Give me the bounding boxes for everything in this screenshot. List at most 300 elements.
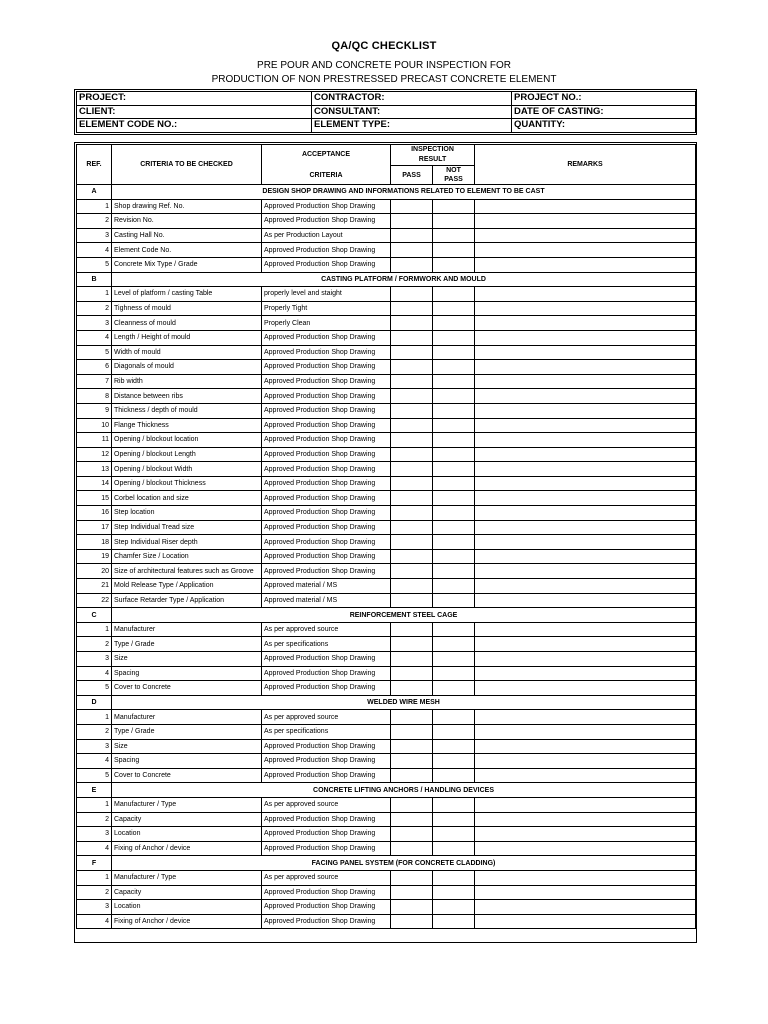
criteria-label: CRITERIA (309, 171, 343, 179)
acceptance-cell: Approved Production Shop Drawing (262, 841, 391, 856)
criteria-cell: Opening / blockout Thickness (112, 476, 262, 491)
not-pass-cell[interactable] (433, 257, 475, 272)
pass-cell[interactable] (391, 768, 433, 783)
pass-cell[interactable] (391, 447, 433, 462)
pass-cell[interactable] (391, 287, 433, 302)
remarks-cell[interactable] (475, 841, 696, 856)
not-pass-cell[interactable] (433, 228, 475, 243)
table-row (77, 330, 696, 345)
acceptance-cell: Approved Production Shop Drawing (262, 914, 391, 929)
not-pass-cell[interactable] (433, 535, 475, 550)
not-pass-cell[interactable] (433, 841, 475, 856)
remarks-cell[interactable] (475, 301, 696, 316)
acceptance-cell: Approved Production Shop Drawing (262, 812, 391, 827)
not-pass-cell[interactable] (433, 754, 475, 769)
pass-cell[interactable] (391, 316, 433, 331)
acceptance-cell: Approved Production Shop Drawing (262, 243, 391, 258)
section-letter: E (77, 783, 112, 798)
pass-cell[interactable] (391, 214, 433, 229)
remarks-cell[interactable] (475, 403, 696, 418)
pass-cell[interactable] (391, 827, 433, 842)
item-number: 5 (77, 681, 112, 696)
criteria-cell: Manufacturer (112, 710, 262, 725)
item-number: 1 (77, 287, 112, 302)
not-pass-cell[interactable] (433, 462, 475, 477)
acceptance-cell: Approved Production Shop Drawing (262, 666, 391, 681)
col-not-pass-header (433, 166, 475, 185)
element-type-field: ELEMENT TYPE: (312, 119, 512, 133)
table-row (77, 360, 696, 375)
acceptance-cell: Approved Production Shop Drawing (262, 491, 391, 506)
remarks-cell[interactable] (475, 491, 696, 506)
pass-cell[interactable] (391, 462, 433, 477)
remarks-cell[interactable] (475, 564, 696, 579)
result-label: RESULT (418, 156, 447, 163)
not-pass-cell[interactable] (433, 681, 475, 696)
pass-cell[interactable] (391, 637, 433, 652)
table-row (77, 520, 696, 535)
item-number: 18 (77, 535, 112, 550)
pass-cell[interactable] (391, 243, 433, 258)
criteria-cell: Manufacturer (112, 622, 262, 637)
criteria-cell: Corbel location and size (112, 491, 262, 506)
remarks-cell[interactable] (475, 214, 696, 229)
pass-cell[interactable] (391, 330, 433, 345)
pass-cell[interactable] (391, 564, 433, 579)
item-number: 2 (77, 301, 112, 316)
table-row (77, 506, 696, 521)
col-acceptance-header (262, 145, 391, 185)
remarks-cell[interactable] (475, 506, 696, 521)
table-row (77, 768, 696, 783)
remarks-cell[interactable] (475, 535, 696, 550)
remarks-cell[interactable] (475, 345, 696, 360)
table-row (77, 739, 696, 754)
criteria-cell: Opening / blockout Width (112, 462, 262, 477)
table-row (77, 754, 696, 769)
criteria-cell: Size (112, 652, 262, 667)
item-number: 16 (77, 506, 112, 521)
col-inspection-header (391, 145, 475, 166)
pass-cell[interactable] (391, 593, 433, 608)
pass-cell[interactable] (391, 754, 433, 769)
section-letter: B (77, 272, 112, 287)
pass-cell[interactable] (391, 885, 433, 900)
remarks-cell[interactable] (475, 199, 696, 214)
pass-cell[interactable] (391, 914, 433, 929)
not-pass-cell[interactable] (433, 316, 475, 331)
not-pass-cell[interactable] (433, 885, 475, 900)
acceptance-cell: Approved Production Shop Drawing (262, 257, 391, 272)
item-number: 2 (77, 214, 112, 229)
remarks-cell[interactable] (475, 710, 696, 725)
item-number: 10 (77, 418, 112, 433)
table-row (77, 257, 696, 272)
criteria-cell: Capacity (112, 885, 262, 900)
not-pass-cell[interactable] (433, 549, 475, 564)
not-pass-cell[interactable] (433, 301, 475, 316)
table-row (77, 389, 696, 404)
not-pass-cell[interactable] (433, 739, 475, 754)
acceptance-cell: Approved Production Shop Drawing (262, 739, 391, 754)
not-pass-cell[interactable] (433, 710, 475, 725)
pass-cell[interactable] (391, 812, 433, 827)
remarks-cell[interactable] (475, 593, 696, 608)
item-number: 20 (77, 564, 112, 579)
acceptance-cell: Approved Production Shop Drawing (262, 433, 391, 448)
pass-cell[interactable] (391, 841, 433, 856)
remarks-cell[interactable] (475, 360, 696, 375)
acceptance-cell: Approved Production Shop Drawing (262, 900, 391, 915)
item-number: 4 (77, 330, 112, 345)
pass-label: PASS (444, 176, 463, 183)
criteria-cell: Surface Retarder Type / Application (112, 593, 262, 608)
not-pass-cell[interactable] (433, 476, 475, 491)
not-pass-cell[interactable] (433, 870, 475, 885)
remarks-cell[interactable] (475, 681, 696, 696)
acceptance-cell: As per approved source (262, 870, 391, 885)
pass-cell[interactable] (391, 228, 433, 243)
acceptance-cell: Approved Production Shop Drawing (262, 506, 391, 521)
section-title: CASTING PLATFORM / FORMWORK AND MOULD (112, 272, 696, 287)
not-pass-cell[interactable] (433, 579, 475, 594)
item-number: 2 (77, 812, 112, 827)
remarks-cell[interactable] (475, 622, 696, 637)
acceptance-cell: Properly Tight (262, 301, 391, 316)
item-number: 2 (77, 885, 112, 900)
criteria-cell: Level of platform / casting Table (112, 287, 262, 302)
table-row (77, 622, 696, 637)
table-row (77, 535, 696, 550)
acceptance-cell: As per specifications (262, 637, 391, 652)
remarks-cell[interactable] (475, 330, 696, 345)
item-number: 9 (77, 403, 112, 418)
acceptance-cell: Approved Production Shop Drawing (262, 681, 391, 696)
item-number: 1 (77, 710, 112, 725)
not-pass-cell[interactable] (433, 214, 475, 229)
criteria-cell: Revision No. (112, 214, 262, 229)
criteria-cell: Width of mould (112, 345, 262, 360)
criteria-cell: Step Individual Riser depth (112, 535, 262, 550)
remarks-cell[interactable] (475, 827, 696, 842)
element-code-field: ELEMENT CODE NO.: (77, 119, 312, 133)
not-pass-cell[interactable] (433, 768, 475, 783)
acceptance-cell: Properly Clean (262, 316, 391, 331)
checklist-body (77, 185, 696, 929)
acceptance-cell: Approved Production Shop Drawing (262, 768, 391, 783)
not-pass-cell[interactable] (433, 637, 475, 652)
not-pass-cell[interactable] (433, 564, 475, 579)
item-number: 21 (77, 579, 112, 594)
pass-cell[interactable] (391, 199, 433, 214)
pass-cell[interactable] (391, 476, 433, 491)
acceptance-cell: Approved Production Shop Drawing (262, 520, 391, 535)
acceptance-gap (264, 160, 388, 170)
pass-cell[interactable] (391, 622, 433, 637)
col-pass-header: PASS (391, 166, 433, 185)
remarks-cell[interactable] (475, 520, 696, 535)
criteria-cell: Concrete Mix Type / Grade (112, 257, 262, 272)
acceptance-cell: As per specifications (262, 724, 391, 739)
remarks-cell[interactable] (475, 579, 696, 594)
pass-cell[interactable] (391, 403, 433, 418)
item-number: 13 (77, 462, 112, 477)
not-pass-cell[interactable] (433, 827, 475, 842)
section-row (77, 856, 696, 871)
item-number: 3 (77, 900, 112, 915)
criteria-cell: Flange Thickness (112, 418, 262, 433)
acceptance-cell: Approved Production Shop Drawing (262, 476, 391, 491)
acceptance-cell: Approved Production Shop Drawing (262, 549, 391, 564)
pass-cell[interactable] (391, 360, 433, 375)
header-info-table (76, 91, 696, 133)
col-criteria-header: CRITERIA TO BE CHECKED (112, 145, 262, 185)
table-row (77, 812, 696, 827)
pass-cell[interactable] (391, 681, 433, 696)
pass-cell[interactable] (391, 345, 433, 360)
not-pass-cell[interactable] (433, 433, 475, 448)
consultant-field: CONSULTANT: (312, 105, 512, 119)
table-row (77, 900, 696, 915)
column-header-row (77, 145, 696, 166)
item-number: 3 (77, 652, 112, 667)
criteria-cell: Capacity (112, 812, 262, 827)
table-row (77, 681, 696, 696)
table-row (77, 841, 696, 856)
pass-cell[interactable] (391, 389, 433, 404)
acceptance-cell: Approved Production Shop Drawing (262, 418, 391, 433)
item-number: 19 (77, 549, 112, 564)
acceptance-cell: Approved Production Shop Drawing (262, 535, 391, 550)
pass-cell[interactable] (391, 710, 433, 725)
not-pass-cell[interactable] (433, 593, 475, 608)
table-row (77, 418, 696, 433)
pass-cell[interactable] (391, 433, 433, 448)
not-pass-cell[interactable] (433, 666, 475, 681)
remarks-cell[interactable] (475, 243, 696, 258)
remarks-cell[interactable] (475, 389, 696, 404)
pass-cell[interactable] (391, 739, 433, 754)
not-pass-cell[interactable] (433, 403, 475, 418)
not-pass-cell[interactable] (433, 287, 475, 302)
table-row (77, 403, 696, 418)
remarks-cell[interactable] (475, 739, 696, 754)
pass-cell[interactable] (391, 257, 433, 272)
acceptance-cell: As per Production Layout (262, 228, 391, 243)
criteria-cell: Spacing (112, 666, 262, 681)
not-pass-cell[interactable] (433, 797, 475, 812)
table-row (77, 476, 696, 491)
project-field: PROJECT: (77, 92, 312, 106)
item-number: 4 (77, 666, 112, 681)
not-pass-cell[interactable] (433, 199, 475, 214)
section-title: REINFORCEMENT STEEL CAGE (112, 608, 696, 623)
acceptance-cell: Approved Production Shop Drawing (262, 389, 391, 404)
table-row (77, 214, 696, 229)
remarks-cell[interactable] (475, 914, 696, 929)
remarks-cell[interactable] (475, 666, 696, 681)
section-row (77, 185, 696, 200)
pass-cell[interactable] (391, 374, 433, 389)
table-row (77, 462, 696, 477)
not-pass-cell[interactable] (433, 374, 475, 389)
criteria-cell: Size (112, 739, 262, 754)
criteria-cell: Type / Grade (112, 724, 262, 739)
not-pass-cell[interactable] (433, 812, 475, 827)
item-number: 4 (77, 841, 112, 856)
pass-cell[interactable] (391, 579, 433, 594)
col-ref-header: REF. (77, 145, 112, 185)
not-pass-cell[interactable] (433, 360, 475, 375)
inspection-label: INSPECTION (411, 146, 454, 153)
item-number: 3 (77, 739, 112, 754)
acceptance-cell: Approved Production Shop Drawing (262, 214, 391, 229)
table-row (77, 724, 696, 739)
table-row (77, 228, 696, 243)
remarks-cell[interactable] (475, 287, 696, 302)
acceptance-label: ACCEPTANCE (301, 150, 351, 158)
item-number: 3 (77, 316, 112, 331)
pass-cell[interactable] (391, 506, 433, 521)
remarks-cell[interactable] (475, 257, 696, 272)
pass-cell[interactable] (391, 520, 433, 535)
criteria-cell: Diagonals of mould (112, 360, 262, 375)
criteria-cell: Step location (112, 506, 262, 521)
pass-cell[interactable] (391, 491, 433, 506)
criteria-cell: Size of architectural features such as Groove (112, 564, 262, 579)
section-row (77, 695, 696, 710)
not-pass-cell[interactable] (433, 724, 475, 739)
section-row (77, 608, 696, 623)
remarks-cell[interactable] (475, 476, 696, 491)
not-pass-cell[interactable] (433, 418, 475, 433)
date-of-casting-field: DATE OF CASTING: (512, 105, 696, 119)
section-title: CONCRETE LIFTING ANCHORS / HANDLING DEVICES (112, 783, 696, 798)
criteria-cell: Mold Release Type / Application (112, 579, 262, 594)
acceptance-cell: Approved Production Shop Drawing (262, 885, 391, 900)
acceptance-cell: Approved Production Shop Drawing (262, 360, 391, 375)
pass-cell[interactable] (391, 652, 433, 667)
table-row (77, 447, 696, 462)
pass-cell[interactable] (391, 666, 433, 681)
criteria-cell: Opening / blockout location (112, 433, 262, 448)
item-number: 5 (77, 345, 112, 360)
not-pass-cell[interactable] (433, 520, 475, 535)
criteria-cell: Fixing of Anchor / device (112, 841, 262, 856)
remarks-cell[interactable] (475, 754, 696, 769)
not-pass-cell[interactable] (433, 389, 475, 404)
checklist-table (76, 144, 696, 929)
remarks-cell[interactable] (475, 228, 696, 243)
remarks-cell[interactable] (475, 637, 696, 652)
criteria-cell: Fixing of Anchor / device (112, 914, 262, 929)
pass-cell[interactable] (391, 797, 433, 812)
pass-cell[interactable] (391, 870, 433, 885)
remarks-cell[interactable] (475, 418, 696, 433)
not-pass-cell[interactable] (433, 447, 475, 462)
acceptance-cell: As per approved source (262, 622, 391, 637)
not-pass-cell[interactable] (433, 900, 475, 915)
document-title: QA/QC CHECKLIST (331, 40, 437, 52)
pass-cell[interactable] (391, 418, 433, 433)
acceptance-cell: Approved Production Shop Drawing (262, 345, 391, 360)
criteria-cell: Length / Height of mould (112, 330, 262, 345)
criteria-cell: Manufacturer / Type (112, 870, 262, 885)
not-pass-cell[interactable] (433, 243, 475, 258)
pass-cell[interactable] (391, 549, 433, 564)
pass-cell[interactable] (391, 301, 433, 316)
section-row (77, 783, 696, 798)
remarks-cell[interactable] (475, 549, 696, 564)
not-pass-cell[interactable] (433, 506, 475, 521)
section-letter: D (77, 695, 112, 710)
not-pass-cell[interactable] (433, 622, 475, 637)
col-remarks-header: REMARKS (475, 145, 696, 185)
remarks-cell[interactable] (475, 724, 696, 739)
item-number: 4 (77, 914, 112, 929)
remarks-cell[interactable] (475, 316, 696, 331)
criteria-cell: Location (112, 827, 262, 842)
acceptance-cell: Approved material / MS (262, 593, 391, 608)
table-row (77, 433, 696, 448)
criteria-cell: Rib width (112, 374, 262, 389)
table-row (77, 710, 696, 725)
criteria-cell: Cover to Concrete (112, 768, 262, 783)
not-pass-cell[interactable] (433, 914, 475, 929)
acceptance-cell: Approved Production Shop Drawing (262, 652, 391, 667)
section-letter: A (77, 185, 112, 200)
pass-cell[interactable] (391, 724, 433, 739)
remarks-cell[interactable] (475, 374, 696, 389)
item-number: 8 (77, 389, 112, 404)
remarks-cell[interactable] (475, 812, 696, 827)
table-row (77, 593, 696, 608)
acceptance-cell: Approved Production Shop Drawing (262, 827, 391, 842)
criteria-cell: Step Individual Tread size (112, 520, 262, 535)
remarks-cell[interactable] (475, 885, 696, 900)
remarks-cell[interactable] (475, 768, 696, 783)
pass-cell[interactable] (391, 535, 433, 550)
item-number: 3 (77, 228, 112, 243)
not-pass-cell[interactable] (433, 345, 475, 360)
remarks-cell[interactable] (475, 652, 696, 667)
acceptance-cell: As per approved source (262, 797, 391, 812)
acceptance-cell: Approved Production Shop Drawing (262, 330, 391, 345)
table-row (77, 564, 696, 579)
criteria-cell: Thickness / depth of mould (112, 403, 262, 418)
remarks-cell[interactable] (475, 433, 696, 448)
pass-cell[interactable] (391, 900, 433, 915)
table-row (77, 652, 696, 667)
section-title: FACING PANEL SYSTEM (FOR CONCRETE CLADDING) (112, 856, 696, 871)
criteria-cell: Shop drawing Ref. No. (112, 199, 262, 214)
item-number: 5 (77, 257, 112, 272)
criteria-cell: Chamfer Size / Location (112, 549, 262, 564)
remarks-cell[interactable] (475, 870, 696, 885)
table-row (77, 199, 696, 214)
acceptance-cell: As per approved source (262, 710, 391, 725)
table-row (77, 914, 696, 929)
remarks-cell[interactable] (475, 900, 696, 915)
remarks-cell[interactable] (475, 447, 696, 462)
item-number: 1 (77, 199, 112, 214)
not-pass-cell[interactable] (433, 491, 475, 506)
not-pass-cell[interactable] (433, 652, 475, 667)
remarks-cell[interactable] (475, 797, 696, 812)
remarks-cell[interactable] (475, 462, 696, 477)
not-pass-cell[interactable] (433, 330, 475, 345)
item-number: 4 (77, 754, 112, 769)
